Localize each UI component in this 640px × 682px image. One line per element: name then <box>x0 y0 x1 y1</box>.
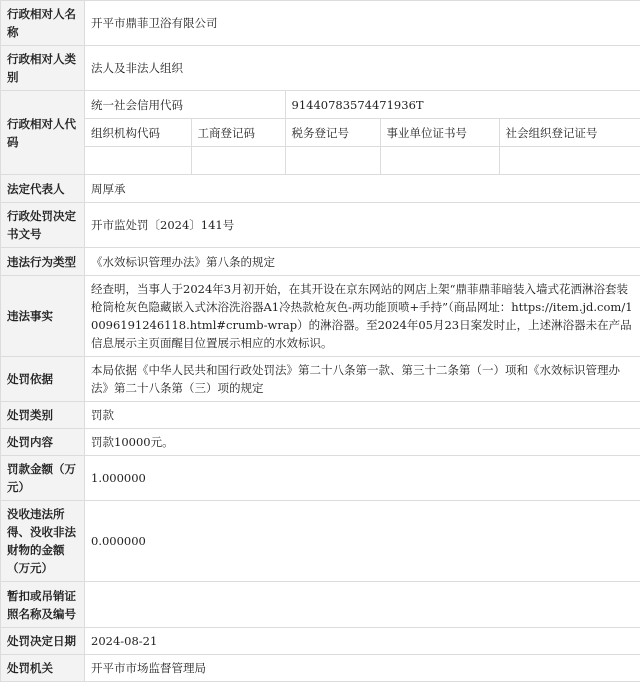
row-legal-rep <box>1 175 640 203</box>
row-fine <box>1 456 640 501</box>
tax-reg-header: 税务登记号 <box>285 119 380 147</box>
row-doc-no <box>1 203 640 248</box>
decision-date-value: 2024-08-21 <box>85 628 640 655</box>
row-category <box>1 402 640 429</box>
doc-no-label: 行政处罚决定书文号 <box>1 203 85 248</box>
legal-rep-value: 周厚承 <box>85 175 640 203</box>
row-license <box>1 582 640 628</box>
fine-label: 罚款金额（万元） <box>1 456 85 501</box>
violation-type-label: 违法行为类型 <box>1 248 85 276</box>
party-code-label: 行政相对人代码 <box>1 91 85 175</box>
credit-code-value: 91440783574471936T <box>285 91 640 119</box>
row-basis <box>1 357 640 402</box>
row-content <box>1 429 640 456</box>
category-value: 罚款 <box>85 402 640 429</box>
business-reg-value <box>191 147 285 175</box>
party-type-value: 法人及非法人组织 <box>85 46 640 91</box>
doc-no-value: 开市监处罚〔2024〕141号 <box>85 203 640 248</box>
authority-value: 开平市市场监督管理局 <box>85 655 640 682</box>
decision-date-label: 处罚决定日期 <box>1 628 85 655</box>
basis-value: 本局依据《中华人民共和国行政处罚法》第二十八条第一款、第三十二条第（一）项和《水效标识管理办法》第二十八条第（三）项的规定 <box>85 357 640 402</box>
fine-value: 1.000000 <box>85 456 640 501</box>
tax-reg-value <box>285 147 380 175</box>
confiscation-value: 0.000000 <box>85 501 640 582</box>
credit-code-label: 统一社会信用代码 <box>85 91 285 119</box>
row-party-code <box>1 91 640 175</box>
facts-label: 违法事实 <box>1 276 85 357</box>
institution-cert-header: 事业单位证书号 <box>380 119 499 147</box>
content-label: 处罚内容 <box>1 429 85 456</box>
confiscation-label: 没收违法所得、没收非法财物的金额（万元） <box>1 501 85 582</box>
row-party-name <box>1 1 640 46</box>
party-code-cell <box>85 91 640 175</box>
basis-label: 处罚依据 <box>1 357 85 402</box>
row-party-type <box>1 46 640 91</box>
license-value <box>85 582 640 628</box>
row-violation-type <box>1 248 640 276</box>
content-value: 罚款10000元。 <box>85 429 640 456</box>
legal-rep-label: 法定代表人 <box>1 175 85 203</box>
license-label: 暂扣或吊销证照名称及编号 <box>1 582 85 628</box>
row-confiscation <box>1 501 640 582</box>
org-code-value <box>85 147 191 175</box>
party-name-label: 行政相对人名称 <box>1 1 85 46</box>
authority-label: 处罚机关 <box>1 655 85 682</box>
violation-type-value: 《水效标识管理办法》第八条的规定 <box>85 248 640 276</box>
social-org-header: 社会组织登记证号 <box>499 119 640 147</box>
institution-cert-value <box>380 147 499 175</box>
row-decision-date <box>1 628 640 655</box>
social-org-value <box>499 147 640 175</box>
org-code-header: 组织机构代码 <box>85 119 191 147</box>
party-type-label: 行政相对人类别 <box>1 46 85 91</box>
party-name-value: 开平市鼎菲卫浴有限公司 <box>85 1 640 46</box>
party-code-subtable <box>85 91 640 174</box>
business-reg-header: 工商登记码 <box>191 119 285 147</box>
facts-value: 经查明，当事人于2024年3月初开始，在其开设在京东网站的网店上架“鼎菲鼎菲暗装入墙式花洒淋浴套装枪筒枪灰色隐藏嵌入式沐浴洗浴器A1冷热款枪灰色-两功能顶喷+手持”（商品网址：https://item.jd.com/10096191246118.html#crumb-wrap）的淋浴器。至2024年05月23日案发时止，上述淋浴器未在产品信息展示主页面醒目位置展示相应的水效标识。 <box>85 276 640 357</box>
category-label: 处罚类别 <box>1 402 85 429</box>
row-facts <box>1 276 640 357</box>
